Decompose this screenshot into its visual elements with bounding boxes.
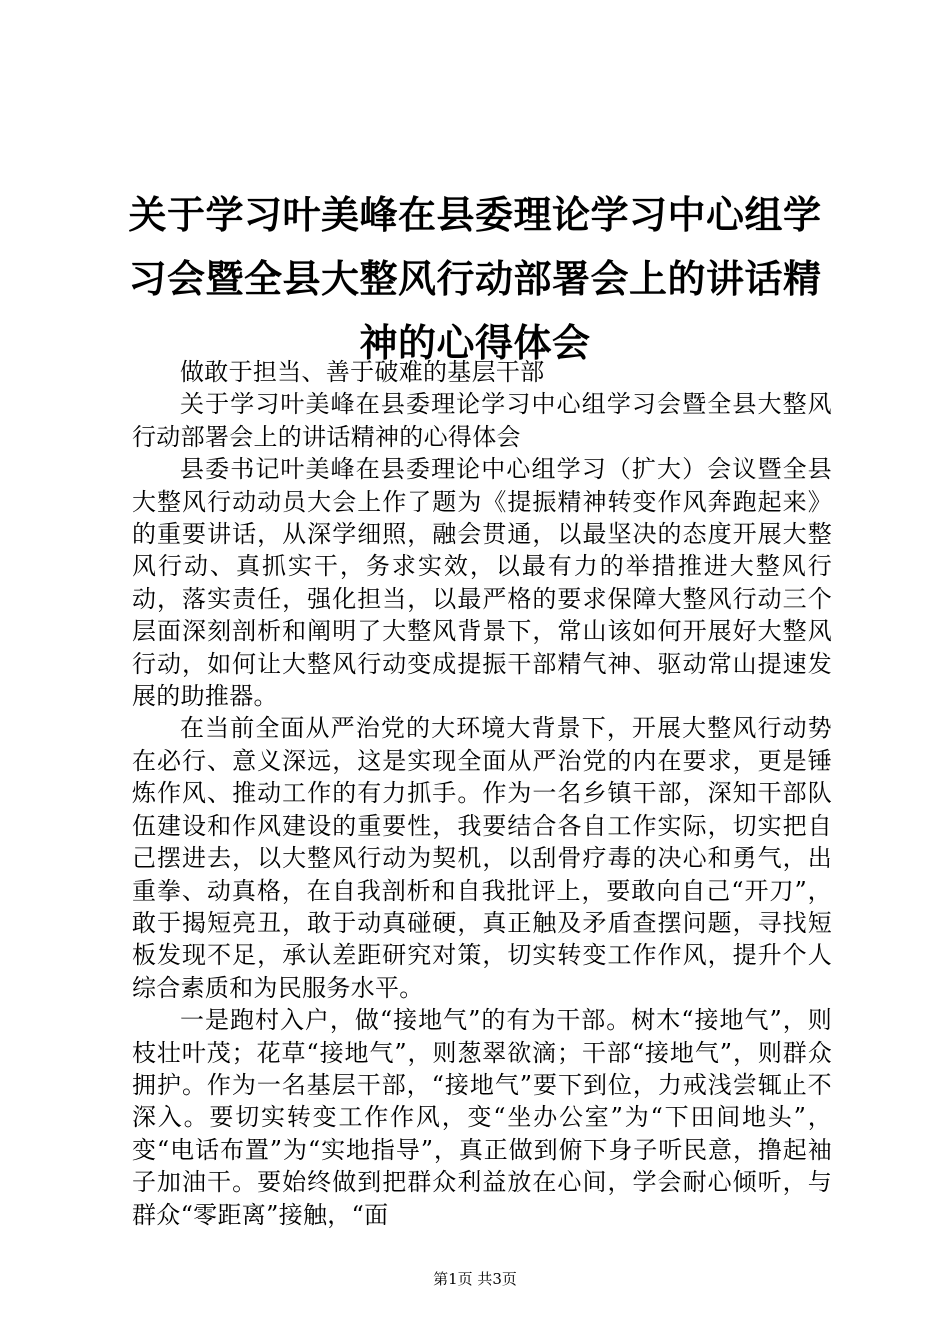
subtitle-paragraph: 做敢于担当、善于破难的基层干部 xyxy=(180,358,545,386)
body-paragraph: 在当前全面从严治党的大环境大背景下，开展大整风行动势在必行、意义深远，这是实现全面从严治党的内在要求，更是锤炼作风、推动工作的有力抓手。作为一名乡镇干部，深知干部队伍建设和作风建设的重要性，我要结合各自工作实际，切实把自己摆进去，以大整风行动为契机，以刮骨疗毒的决心和勇气，出重拳、动真格，在自我剖析和自我批评上，要敢向自己“开刀”，敢于揭短亮丑，敢于动真碰硬，真正触及矛盾查摆问题，寻找短板发现不足，承认差距研究对策，切实转变工作作风，提升个人综合素质和为民服务水平。 xyxy=(132,714,832,1002)
document-body xyxy=(132,356,832,1231)
body-paragraph: 县委书记叶美峰在县委理论中心组学习（扩大）会议暨全县大整风行动动员大会上作了题为《提振精神转变作风奔跑起来》的重要讲话，从深学细照，融会贯通，以最坚决的态度开展大整风行动、真抓实干，务求实效，以最有力的举措推进大整风行动，落实责任，强化担当，以最严格的要求保障大整风行动三个层面深刻剖析和阐明了大整风背景下，常山该如何开展好大整风行动，如何让大整风行动变成提振干部精气神、驱动常山提速发展的助推器。 xyxy=(132,455,832,711)
repeated-title-paragraph: 关于学习叶美峰在县委理论学习中心组学习会暨全县大整风行动部署会上的讲话精神的心得体会 xyxy=(132,390,832,451)
document-title: 关于学习叶美峰在县委理论学习中心组学习会暨全县大整风行动部署会上的讲话精神的心得体会 xyxy=(128,193,822,365)
body-paragraph: 一是跑村入户，做“接地气”的有为干部。树木“接地气”，则枝壮叶茂；花草“接地气”，则葱翠欲滴；干部“接地气”，则群众拥护。作为一名基层干部，“接地气”要下到位，力戒浅尝辄止不深入。要切实转变工作作风，变“坐办公室”为“下田间地头”，变“电话布置”为“实地指导”，真正做到俯下身子听民意，撸起袖子加油干。要始终做到把群众利益放在心间，学会耐心倾听，与群众“零距离”接触，“面 xyxy=(132,1006,832,1229)
page-footer: 第1页 共3页 xyxy=(433,1270,517,1288)
